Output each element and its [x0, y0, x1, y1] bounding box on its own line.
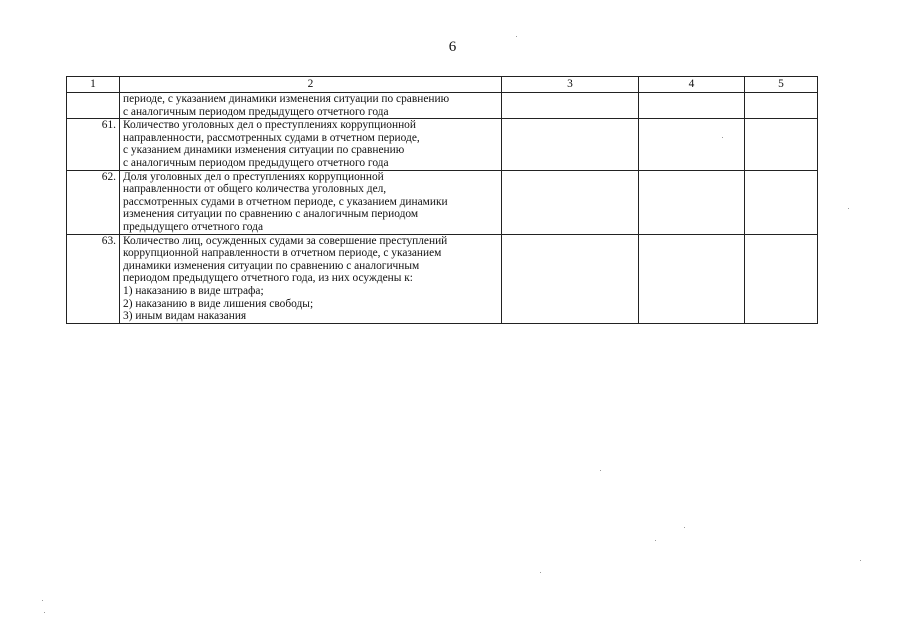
description-line: коррупционной направленности в отчетном периоде, с указанием [123, 247, 442, 260]
description-line: Доля уголовных дел о преступлениях коррупционной [123, 170, 384, 183]
description-line: с аналогичным периодом предыдущего отчетного года [123, 105, 389, 118]
row-description [120, 119, 502, 170]
description-line: Количество уголовных дел о преступлениях коррупционной [123, 119, 416, 132]
scan-speck [540, 572, 541, 573]
description-line: 3) иным видам наказания [123, 310, 247, 323]
empty-cell-col4 [639, 170, 745, 234]
empty-cell-col4 [639, 93, 745, 119]
empty-cell-col3 [502, 93, 639, 119]
table-row [67, 93, 818, 119]
table-row [67, 119, 818, 170]
scan-speck [860, 560, 861, 561]
row-number [67, 93, 120, 119]
row-number: 63. [67, 234, 120, 323]
scan-speck [722, 137, 723, 138]
empty-cell-col4 [639, 234, 745, 323]
scan-speck [684, 527, 685, 528]
empty-cell-col5 [745, 119, 818, 170]
description-line: направленности, рассмотренных судами в отчетном периоде, [123, 131, 420, 144]
scan-speck [42, 600, 43, 601]
description-line: Количество лиц, осужденных судами за совершение преступлений [123, 234, 448, 247]
empty-cell-col3 [502, 234, 639, 323]
description-line: изменения ситуации по сравнению с аналогичным периодом [123, 208, 419, 221]
row-description [120, 93, 502, 119]
description-line: направленности от общего количества уголовных дел, [123, 183, 387, 196]
row-description [120, 170, 502, 234]
scan-speck [655, 540, 656, 541]
scan-speck [600, 470, 601, 471]
row-description [120, 234, 502, 323]
header-row [67, 77, 818, 93]
empty-cell-col5 [745, 93, 818, 119]
row-number: 61. [67, 119, 120, 170]
column-header-4: 4 [639, 77, 745, 93]
scan-speck [516, 36, 517, 37]
column-header-5: 5 [745, 77, 818, 93]
column-header-3: 3 [502, 77, 639, 93]
row-number: 62. [67, 170, 120, 234]
description-line: периоде, с указанием динамики изменения ситуации по сравнению [123, 93, 450, 105]
empty-cell-col5 [745, 170, 818, 234]
column-header-1: 1 [67, 77, 120, 93]
scan-speck [44, 612, 45, 613]
empty-cell-col4 [639, 119, 745, 170]
description-line: 2) наказанию в виде лишения свободы; [123, 297, 314, 310]
column-header-2: 2 [120, 77, 502, 93]
empty-cell-col5 [745, 234, 818, 323]
indicators-table [66, 76, 818, 324]
table-row [67, 170, 818, 234]
table-row [67, 234, 818, 323]
description-line: периодом предыдущего отчетного года, из них осуждены к: [123, 272, 413, 285]
empty-cell-col3 [502, 119, 639, 170]
scan-speck [848, 208, 849, 209]
description-line: динамики изменения ситуации по сравнению с аналогичным [123, 259, 420, 272]
page-number: 6 [448, 39, 457, 55]
description-line: с указанием динамики изменения ситуации по сравнению [123, 144, 405, 157]
description-line: с аналогичным периодом предыдущего отчетного года [123, 156, 389, 169]
empty-cell-col3 [502, 170, 639, 234]
description-line: предыдущего отчетного года [123, 220, 264, 233]
description-line: рассмотренных судами в отчетном периоде, с указанием динамики [123, 195, 448, 208]
description-line: 1) наказанию в виде штрафа; [123, 284, 264, 297]
